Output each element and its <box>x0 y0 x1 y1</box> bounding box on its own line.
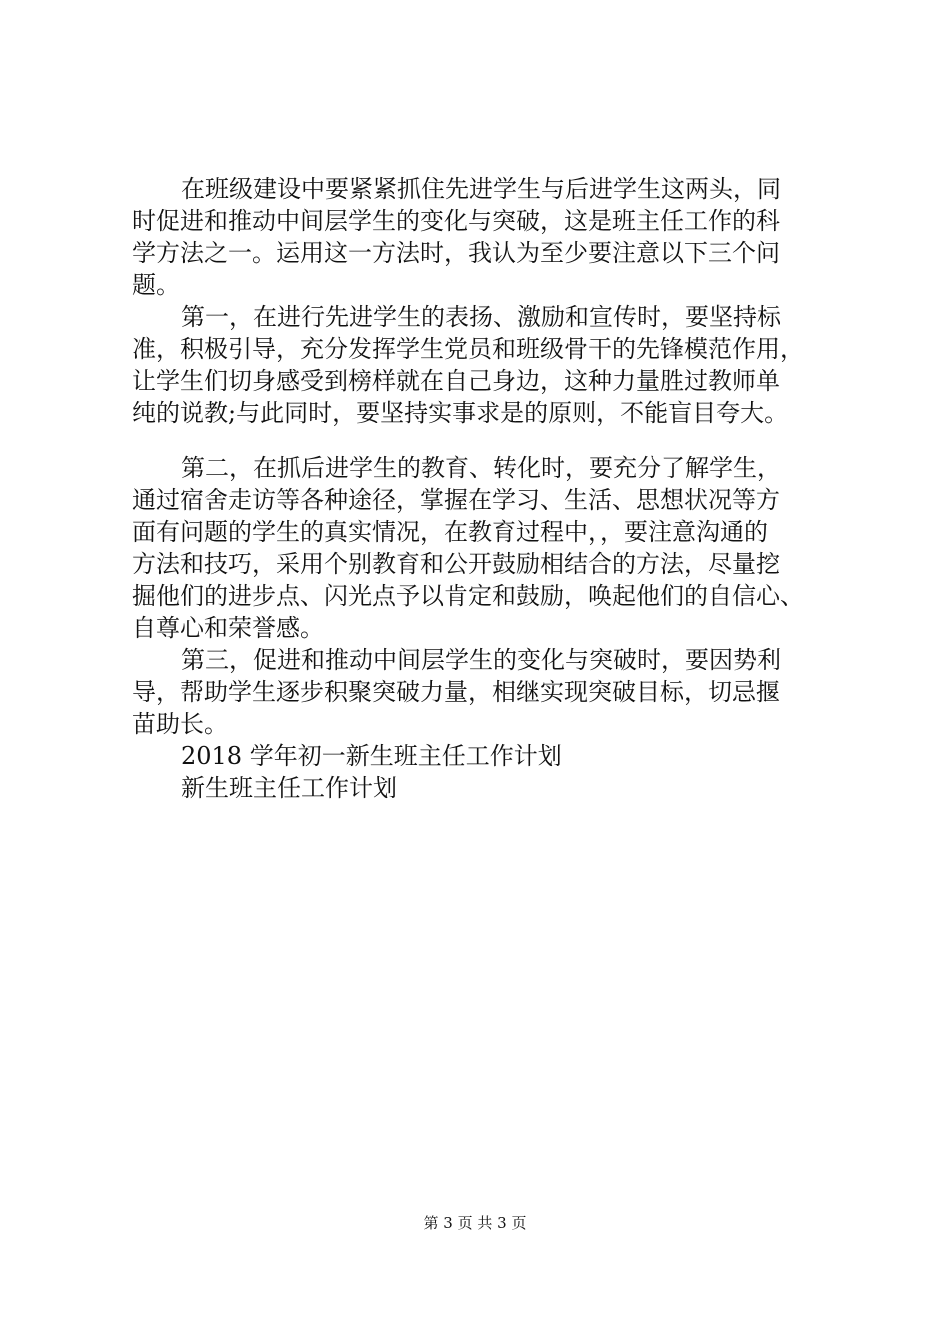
paragraph-2-line-2: 准，积极引导，充分发挥学生党员和班级骨干的先锋模范作用， <box>132 335 804 363</box>
paragraph-1-line-2: 时促进和推动中间层学生的变化与突破，这是班主任工作的科 <box>132 207 780 235</box>
paragraph-3-line-6: 自尊心和荣誉感。 <box>132 614 324 642</box>
paragraph-2-line-4: 纯的说教;与此同时，要坚持实事求是的原则，不能盲目夸大。 <box>132 399 789 427</box>
paragraph-2-line-3: 让学生们切身感受到榜样就在自己身边，这种力量胜过教师单 <box>132 367 780 395</box>
paragraph-4-line-2: 导，帮助学生逐步积聚突破力量，相继实现突破目标，切忌揠 <box>132 678 780 706</box>
paragraph-3-line-5: 掘他们的进步点、闪光点予以肯定和鼓励，唤起他们的自信心、 <box>132 582 804 610</box>
paragraph-3-line-4: 方法和技巧，采用个别教育和公开鼓励相结合的方法，尽量挖 <box>132 550 780 578</box>
paragraph-1-line-1: 在班级建设中要紧紧抓住先进学生与后进学生这两头，同 <box>181 175 781 203</box>
paragraph-4-line-3: 苗助长。 <box>132 710 228 738</box>
paragraph-1-line-3: 学方法之一。运用这一方法时，我认为至少要注意以下三个问 <box>132 239 780 267</box>
paragraph-4-line-1: 第三，促进和推动中间层学生的变化与突破时，要因势利 <box>181 646 781 674</box>
title-line-1: 2018 学年初一新生班主任工作计划 <box>181 742 562 770</box>
paragraph-2-line-1: 第一，在进行先进学生的表扬、激励和宣传时，要坚持标 <box>181 303 781 331</box>
paragraph-3-line-2: 通过宿舍走访等各种途径，掌握在学习、生活、思想状况等方 <box>132 486 780 514</box>
paragraph-1-line-4: 题。 <box>132 271 180 299</box>
paragraph-3-line-3: 面有问题的学生的真实情况，在教育过程中，，要注意沟通的 <box>132 518 768 546</box>
paragraph-3-line-1: 第二，在抓后进学生的教育、转化时，要充分了解学生， <box>181 454 781 482</box>
page-number-footer: 第 3 页 共 3 页 <box>423 1214 527 1232</box>
title-line-2: 新生班主任工作计划 <box>181 774 397 802</box>
